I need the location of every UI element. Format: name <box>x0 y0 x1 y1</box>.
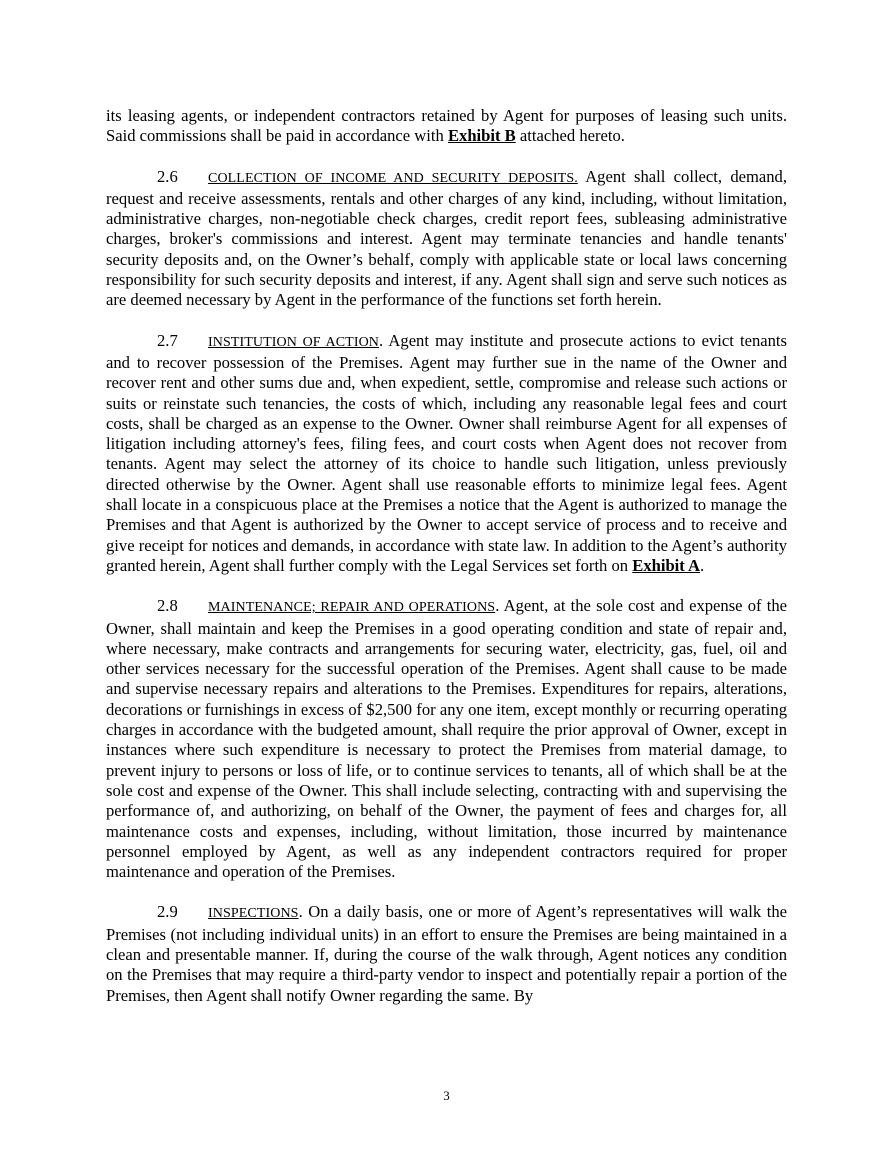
section-2-7-institution-of-action <box>106 331 787 577</box>
section-heading: MAINTENANCE; REPAIR AND OPERATIONS <box>208 600 496 616</box>
section-heading: COLLECTION OF INCOME AND SECURITY DEPOSITS. <box>208 170 578 186</box>
section-number: 2.6 <box>157 166 178 186</box>
body-text: . <box>700 555 705 575</box>
paragraph-continuation <box>106 106 787 147</box>
body-text: attached hereto. <box>515 126 625 146</box>
section-number: 2.9 <box>157 902 178 922</box>
body-text: . Agent may institute and prosecute actions to evict tenants and to recover possession of the Premises. Agent may further sue in the name of the Owner and recover rent and other sums due and, when expedient, settle, compromise and release such actions or suits or reinstate such tenancies, the costs of which, including any reasonable legal fees and court costs, shall be charged as an expense to the Owner. Owner shall reimburse Agent for all expenses of litigation including attorney's fees, filing fees, and court costs when Agent does not recover from tenants. Agent may select the attorney of its choice to handle such litigation, unless previously directed otherwise by the Owner. Agent shall use reasonable efforts to minimize legal fees. Agent shall locate in a conspicuous place at the Premises a notice that the Agent is authorized to manage the Premises and that Agent is authorized by the Owner to accept service of process and to receive and give receipt for notices and demands, in accordance with state law. In addition to the Agent’s authority granted herein, Agent shall further comply with the Legal Services set forth on <box>106 330 787 575</box>
section-number: 2.7 <box>157 330 178 350</box>
section-2-9-inspections <box>106 902 787 1005</box>
page-number: 3 <box>443 1088 450 1103</box>
section-2-8-maintenance <box>106 596 787 882</box>
section-heading: INSPECTIONS <box>208 906 299 922</box>
body-text: Agent shall collect, demand, request and receive assessments, rentals and other charges of any kind, including, without limitation, administrative charges, non-negotiable check charges, credit report fees, subleasing administrative charges, broker's commissions and interest. Agent may terminate tenancies and handle tenants' security deposits and, on the Owner’s behalf, comply with applicable state or local laws concerning responsibility for such security deposits and interest, if any. Agent shall sign and serve such notices as are deemed necessary by Agent in the performance of the functions set forth herein. <box>106 166 788 310</box>
section-2-6-collection-of-income <box>106 167 787 311</box>
body-text: . Agent, at the sole cost and expense of the Owner, shall maintain and keep the Premises in a good operating condition and state of repair and, where necessary, make contracts and arrangements for securing water, electricity, gas, fuel, oil and other services necessary for the successful operation of the Premises. Agent shall cause to be made and supervise necessary repairs and alterations to the Premises. Expenditures for repairs, alterations, decorations or furnishings in excess of $2,500 for any one item, except monthly or recurring operating charges in accordance with the budgeted amount, shall require the prior approval of Owner, except in instances where such expenditure is necessary to protect the Premises from material damage, to prevent injury to persons or loss of life, or to continue services to tenants, all of which shall be at the sole cost and expense of the Owner. This shall include selecting, contracting with and supervising the performance of, and authorizing, on behalf of the Owner, the payment of fees and charges for, all maintenance costs and expenses, including, without limitation, those incurred by maintenance personnel employed by Agent, as well as any independent contractors required for proper maintenance and operation of the Premises. <box>106 596 787 882</box>
body-text: its leasing agents, or independent contractors retained by Agent for purposes of leasing such units. Said commissions shall be paid in accordance with <box>106 106 787 146</box>
body-text: . On a daily basis, one or more of Agent’s representatives will walk the Premises (not including individual units) in an effort to ensure the Premises are being maintained in a clean and presentable manner. If, during the course of the walk through, Agent notices any condition on the Premises that may require a third-party vendor to inspect and potentially repair a portion of the Premises, then Agent shall notify Owner regarding the same. By <box>106 902 787 1005</box>
exhibit-reference: Exhibit A <box>632 555 701 575</box>
section-heading: INSTITUTION OF ACTION <box>208 334 380 350</box>
section-number: 2.8 <box>157 596 178 616</box>
exhibit-reference: Exhibit B <box>447 126 516 146</box>
